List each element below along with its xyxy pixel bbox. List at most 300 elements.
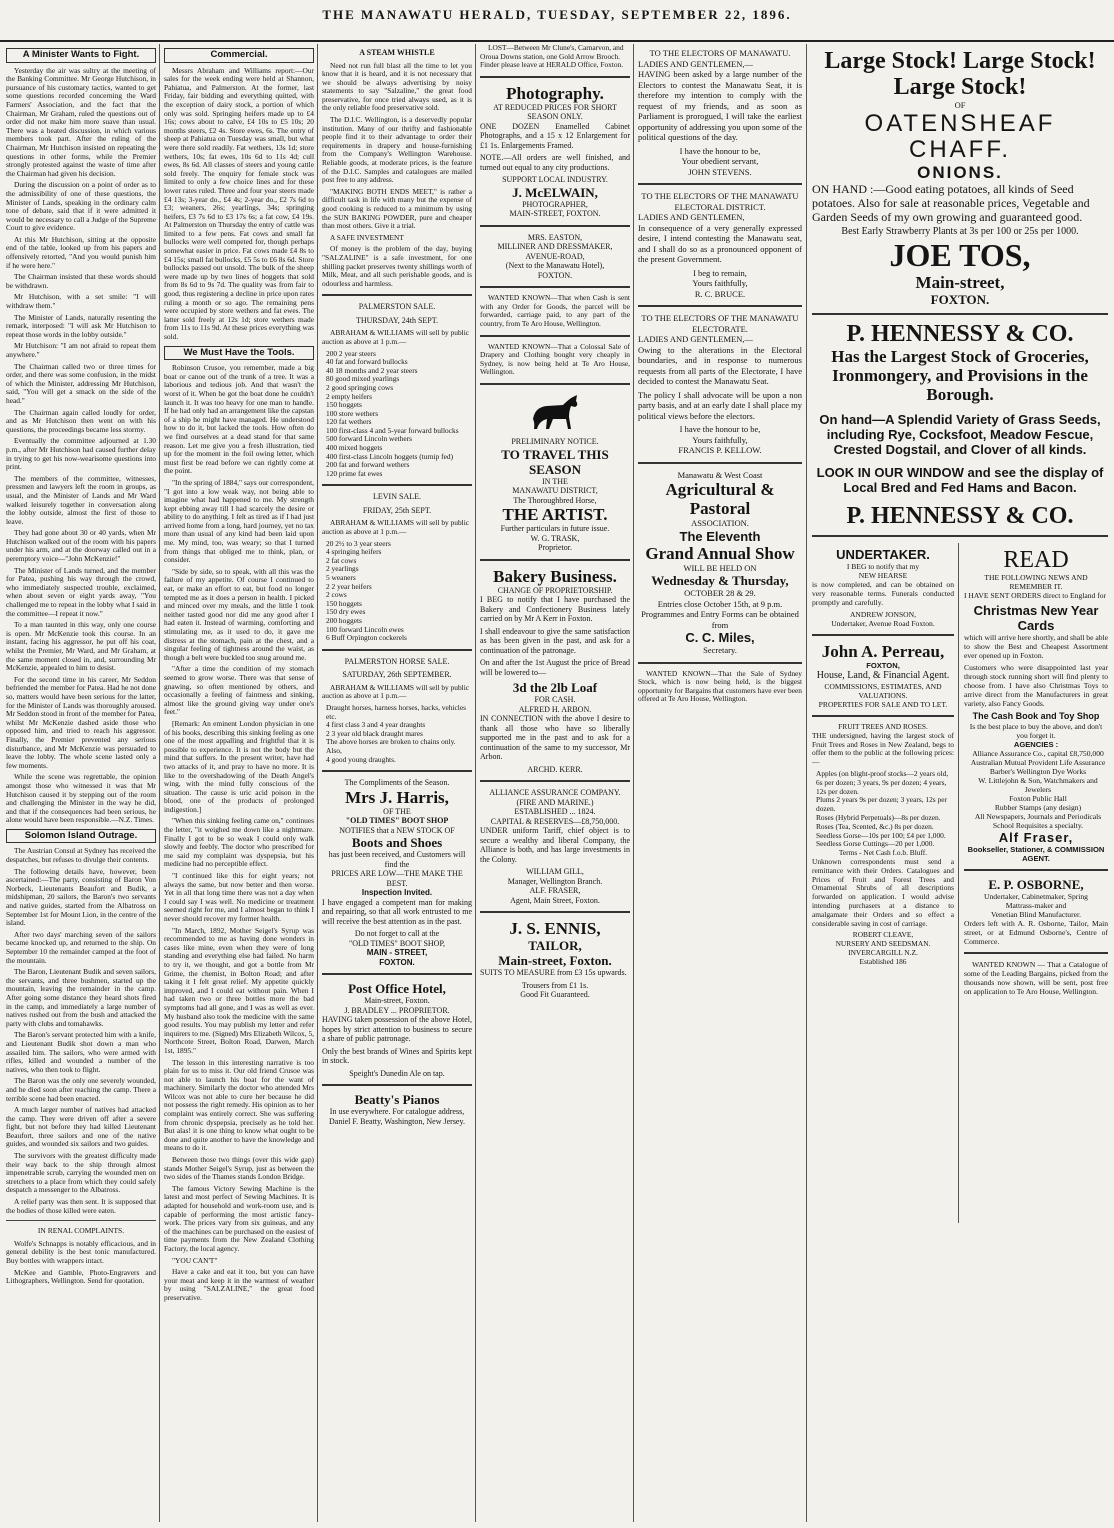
ad-line: PRICES ARE LOW—THE MAKE THE BEST. — [331, 869, 463, 888]
paragraph: The members of the committee, witnesses, pressmen and lawyers left the room in groups, as usual, and the Minister of Lands and Mr Ward walked leisurely together in conversation along the lobby outside, almost the first of those to leave. — [6, 473, 156, 526]
paragraph: The Baron, Lieutenant Budik and seven sailors, the servants, and three bushmen, started up the mountain, leaving the remainder in the camp. After going some distance they heard shots fired in the camp, and immediately a large number of natives rushed out from the bush and attacked the party with clubs and tomahawks. — [6, 967, 156, 1028]
list-item: 150 dry ewes — [326, 607, 366, 617]
list-item: 200 fat and forward wethers — [326, 460, 410, 470]
list-item: Draught horses, harness horses, hacks, vehicles etc. — [326, 702, 466, 721]
list-item: Apples (on blight-proof stocks—2 years old, 6s per dozen; 3 years, 9s per dozen; 4 years, 12s per dozen. — [816, 768, 949, 796]
paragraph: "When this sinking feeling came on," continues the letter, "it weighed me down like a nightmare. Finally I got to be so weak I could only walk slowly and feebly. The doctor who prescribed for me said my complaint was dyspepsia, but his medicine had no perceptible effect. — [164, 816, 314, 869]
ad-line: ALFRED H. ARBON. — [518, 704, 592, 714]
perreau-ad — [812, 642, 954, 709]
list-item: Seedless Gorse Cuttings—20 per 1,000. — [816, 839, 935, 849]
ad-line: Best Early Strawberry Plants at 3s per 100 or 25s per 1000. — [841, 225, 1079, 237]
ad-text: On and after the 1st August the price of Bread will be lowered to— — [480, 658, 630, 677]
ad-line: Large Stock! Large Stock! — [824, 48, 1096, 74]
ad-name: John A. Perreau, — [821, 642, 945, 661]
ad-line: "OLD TIMES" BOOT SHOP — [345, 816, 449, 826]
paragraph: The survivors with the greatest difficulty made their way back to the ship through almost impenetrable scrub, carrying the wounded men on stretchers to a place from which they could safely despatch a messenger to the Albatross. — [6, 1151, 156, 1195]
ad-line: MRS. EASTON, — [527, 232, 583, 242]
list-item: 120 fat wethers — [326, 417, 372, 427]
list-item: School Requisites a specialty. — [992, 821, 1084, 830]
ad-line: WILL BE HELD ON — [683, 562, 757, 573]
list-item: 2 empty heifers — [326, 391, 372, 401]
ad-name: P. HENNESSY & CO. — [846, 321, 1074, 347]
paragraph: During the discussion on a point of order as to the admissibility of one of these questions, the Minister of Lands, speaking in the ordinary calm tone of debate, said that if it were admitted it would be necessary to call a Judge of the Supreme Court to give evidence. — [6, 180, 156, 233]
ad-line: I BEG to notify that my — [846, 562, 920, 571]
ad-line: (Next to the Manawatu Hotel), — [505, 261, 605, 271]
ad-name: Beatty's Pianos — [354, 1092, 440, 1108]
ad-line: J. McELWAIN, — [512, 184, 598, 200]
ad-line: J. BRADLEY ... PROPRIETOR. — [344, 1005, 450, 1015]
list-item: 200 2 year steers — [326, 348, 376, 358]
ad-text: SUITS TO MEASURE from £3 15s upwards. — [480, 968, 627, 978]
right-subcolumn — [964, 543, 1108, 999]
ad-line: AT REDUCED PRICES FOR SHORT SEASON ONLY. — [493, 102, 617, 122]
left-subcolumn — [812, 543, 954, 971]
undertaker-ad — [812, 547, 954, 628]
photography-ad — [480, 84, 630, 219]
sale-date: THURSDAY, 24th SEPT. — [355, 315, 439, 325]
ad-line: The Thoroughbred Horse, — [513, 495, 597, 505]
ad-name: Post Office Hotel, — [348, 981, 446, 997]
ad-line: ONIONS. — [917, 162, 1003, 182]
ad-line: NOTIFIES that a NEW STOCK OF — [339, 825, 455, 835]
list-item: Roses (Tea, Scented, &c.) 8s per dozen. — [816, 821, 934, 831]
list-item: 400 mixed hoggets — [326, 443, 383, 453]
ad-name: Bakery Business. — [493, 566, 617, 586]
paragraph: [Remark: An eminent London physician in one of his books, describing this sinking feeling as one one of the most appalling and frightful that it is possible to experience. It is not the body but the mind that suffers. In the present writer, have had two attacks of it, and pray to have no more. It is like to the overshadowing of the Death Angel's wing, with the mind fully conscious of the situation. The cause is uric acid poison in the blood, one of the products of prolonged indigestion.] — [164, 718, 314, 814]
paragraph: For the second time in his career, Mr Seddon befriended the member for Patea. Had he not done so, matters would have been serious for the latter, for the Minister of Lands was thoroughly aroused. Mr Seddon stood in front of the member for Patea, whilst Mr McKenzie dashed aside those who opposed him, and tried to reach his aggressor. Finally, the Premier prevented any serious disturbance, and Mr McKenzie was persuaded to leave the lobby. The whole scene lasted only a few moments. — [6, 674, 156, 770]
ad-line: Agent, Main Street, Foxton. — [510, 895, 600, 905]
ad-line: Mattrass-maker and — [1005, 901, 1067, 910]
agency-list — [964, 749, 1108, 830]
sale-intro: ABRAHAM & WILLIAMS will sell by public auction as above at 1 p.m.— — [322, 518, 470, 537]
ad-line: Yours faithfully, — [692, 434, 748, 445]
ad-line: 3d the 2lb Loaf — [512, 680, 598, 696]
ad-line: I have the honour to be, — [679, 145, 761, 156]
paragraph: The Baron was the only one severely wounded, and he died soon after reaching the camp. There a terrible scene had been enacted. — [6, 1076, 156, 1103]
article-body — [6, 67, 156, 825]
ad-line: Christmas New Year Cards — [973, 603, 1099, 633]
ad-line: OF — [954, 100, 966, 110]
paragraph: McKee and Gamble, Photo-Engravers and Lithographers, Wellington. Send for quotation. — [6, 1267, 156, 1286]
ad-line: C. C. Miles, — [685, 630, 755, 645]
ad-line: W. G. TRASK, — [530, 533, 580, 543]
column-5 — [638, 44, 802, 1522]
paragraph: Yesterday the air was sultry at the meeting of the Banking Committee. Mr George Hutchison, in pursuance of his customary tactics, wanted to get some questions recorded concerning the Ward Farmers' Association, and the fact that the Chairman, Mr Graham, ruled the questions out of order did not make him more suave than usual. There was a heated discussion, in which various members took part. After the ruling of the Chairman, Mr Hutchison insisted on repeating the questions in other forms, while the Premier strongly protested against the waste of time after the Chairman had given his decision. — [6, 65, 156, 178]
article-body — [322, 62, 472, 289]
show-ad — [638, 470, 802, 656]
column-rule — [633, 44, 634, 1522]
masthead: THE MANAWATU HERALD, TUESDAY, SEPTEMBER 22, 1896. — [0, 0, 1114, 42]
ad-line: (FIRE AND MARINE.) — [516, 797, 594, 807]
ad-line: MILLINER AND DRESSMAKER, — [497, 242, 613, 252]
hennessy-ad — [812, 321, 1108, 529]
ad-line: FOXTON, — [866, 661, 900, 670]
ad-line: Proprietor. — [538, 543, 572, 553]
article-title: A Minister Wants to Fight. — [6, 48, 156, 63]
ad-line: Established 186 — [859, 956, 907, 966]
ad-line: TAILOR, — [528, 938, 582, 954]
ad-text: Owing to the alterations in the Electoral boundaries, and in response to numerous requests from all parts of the Electorate, I have decided to contest the Manawatu Seat. — [638, 344, 802, 386]
ad-line: Speight's Dunedin Ale on tap. — [349, 1068, 445, 1078]
list-item: 150 hoggets — [326, 400, 362, 410]
list-item: 40 fat and forward bullocks — [326, 357, 408, 367]
list-item: Barber's Wellington Dye Works — [989, 767, 1087, 776]
ad-line: Is the best place to buy the above, and don't you forget it. — [969, 722, 1103, 740]
ad-line: Undertaker, Cabinetmaker, Spring — [984, 892, 1088, 901]
paragraph: Messrs Abraham and Williams report:—Our sales for the week ending were held at Shannon, Pahiatua, and Palmerston. At the former, last Friday, fair bidding and everything quitted, with the exception of dairy stock, a portion of which only was sold. Springing heifers made up to £4 16s; cows about to calve, £4 10s to £5 10s; 20 months steers, £2 4s. Store ewes, 6s. The entry of sheep at Pahiatua on Tuesday was small, but what were there sold readily. Fat wethers, 13s 1d; store wethers, 10s; fat ewes, 10s 6d to 11s 4d; cull ewes, 8s 6d. All classes of steers and young cattle sold freely. The enquiry for female stock was limited to only a few choice lines and for these lower rates ruled. Three and four year steers made £4 13s; 3-year do., £4 4s; 2-year do., £2 7s 6d to £3; weaners, 26s; yearlings, 34s; springing heifers, £3 7s 6d to £3 17s 6s; a fat cow, £4 19s. At Palmerston on Thursday the entry of cattle was limited to a few pens. Fat cows and small fat bullocks were well competed for, though perhaps somewhat easier in price. Fat cows made £4 8s to £4 15s; small fat bullocks, £5 5s to £6 8s 6d. Store bullocks passed out unsold. The bulk of the sheep were made up by two lines of hoggets that sold from 8s 6d to 9s 7d. The quality was from fair to good, thus registering a decline in price upon rates ruling a month or so ago. The remaining pens were occupied by store wethers and fat ewes. The latter sold freely at 12s 1d; store wethers made from 11s to 11s 9d. At these prices everything was sold. — [164, 65, 314, 341]
list-item: Roses (Hybrid Perpetuals)—8s per dozen. — [816, 812, 941, 822]
ad-line: IN THE — [542, 476, 568, 486]
paragraph: Eventually the committee adjourned at 1.30 p.m., after Mr Hutchison had caused further delay in trying to get his now-wearisome questions into print. — [6, 436, 156, 472]
ad-line: ANDREW JONSON, — [849, 610, 917, 619]
ad-line: ARCHD. KERR. — [527, 764, 583, 774]
ad-line: In use everywhere. For catalogue address, Daniel F. Beatty, Washington, New Jersey. — [329, 1107, 465, 1126]
paragraph: A relief party was then sent. It is supposed that the bodies of those killed were eaten. — [6, 1197, 156, 1215]
ad-line: Entries close October 15th, at 9 p.m. — [657, 598, 783, 609]
ad-line: On hand—A Splendid Variety of Grass Seeds, including Rye, Cocksfoot, Meadow Fescue, Crested Dogstail, and Clover of all kinds. — [819, 412, 1101, 457]
list-item: 500 forward Lincoln wethers — [326, 434, 412, 444]
list-item: 2 2 year heifers — [326, 581, 372, 591]
ad-line: Good Fit Guaranteed. — [520, 990, 590, 1000]
paragraph: Need not run full blast all the time to let you know that it is heard, and it is not necessary that we should be always advertising by noisy statements to say "Salzaline," the great food preservative, for once tried always used, as it is the only reliable food preservative sold. — [322, 60, 472, 113]
ad-line: Manager, Wellington Branch. — [507, 876, 603, 886]
column-3 — [322, 44, 472, 1522]
list-item: Also, — [326, 745, 342, 755]
ad-text: IN CONNECTION with the above I desire to thank all those who have so liberally supported me in the past and to ask for a continuation of the same to my successor, Mr Arbon. — [480, 714, 630, 762]
ad-text: I HAVE SENT ORDERS direct to England for — [964, 591, 1107, 600]
ad-line: OF THE — [383, 806, 411, 816]
sale-intro: ABRAHAM & WILLIAMS will sell by public auction as above at 1 p.m.— — [322, 328, 470, 346]
ad-line: ASSOCIATION. — [691, 518, 749, 528]
column-4 — [480, 44, 630, 1522]
ad-line: OATENSHEAF CHAFF. — [864, 109, 1056, 163]
ad-text: UNDER uniform Tariff, chief object is to secure a wealthy and liberal Company, the Alliance is both, and has large investments in the Colony. — [480, 826, 630, 864]
ad-name: READ — [1003, 547, 1069, 573]
paragraph: The Minister of Lands turned, and the member for Patea, pushing his way through the crowd, who immediately suspected trouble, exclaimed, when about seven or eight yards away, "You challenged me to repeat in the lobby what I said in the committee—I repeat it now." — [6, 565, 156, 618]
wanted-notice: WANTED KNOWN—That a Colossal Sale of Drapery and Clothing bought very cheaply in Sydney, is now being held at Te Aro House, Wellington. — [480, 341, 630, 377]
column-rule — [475, 44, 476, 1522]
list-item: W. Littlejohn & Son, Watchmakers and Jewelers — [978, 776, 1098, 794]
ennis-ad — [480, 919, 630, 1000]
paragraph: A SAFE INVESTMENT — [330, 232, 404, 242]
ad-text: I have engaged a competent man for making and repairing, so that all work entrusted to me will receive the best attention as in the past. — [322, 897, 472, 926]
list-item: 100 first-class 4 and 5-year forward bullocks — [326, 425, 459, 435]
paragraph: The Baron's servant protected him with a knife, and Lieutenant Budik shot down a man who assailed him. The sailors, who were armed with rifles, killed and wounded a number of the natives, who then took to flight. — [6, 1030, 156, 1074]
list-item: 80 good mixed yearlings — [326, 374, 400, 384]
paragraph: Of money is the problem of the day, buying "SALZALINE" is a safe investment, for one shilling packet preserves twenty shillings worth of Milk, Meat, and all such perishable goods, and is odourless and harmless. — [322, 244, 472, 288]
ad-line: MAIN-STREET, FOXTON. — [509, 209, 601, 219]
ad-text: HAVING been asked by a large number of the Electors to contest the Manawatu Seat, it is therefore my intention to comply with the request of my friends, and as soon as Parliament is prorogued, I will take the earliest opportunity of addressing you upon some of the political questions of the day. — [638, 69, 802, 142]
paragraph: The lesson in this interesting narrative is too plain for us to miss it. Our old friend Crusoe was not able to launch his boat for the want of machinery. Similarly the doctor who attended Mrs Wilcox was not able to cure her because he did not possess the right remedy. His opinion as to her complaint was entirely correct. She was suffering from chronic dyspepsia, precisely as he told her. But alas! it is one thing to know what ought to be done and quite another to have the knowledge and means to do it. — [164, 1057, 314, 1153]
list-item: 2 good springing cows — [326, 382, 394, 392]
ad-line: LADIES AND GENTLEMEN, — [638, 212, 745, 222]
sale-title: PALMERSTON SALE. — [358, 302, 436, 312]
paragraph: Between those two things (over this wide gap) stands Mother Seigel's Syrup, just as between the two sides of the Thames stands London Bridge. — [164, 1155, 314, 1182]
ad-line: CAPITAL & RESERVES—£8,750,000. — [490, 816, 620, 826]
ad-line: The Eleventh — [679, 528, 761, 544]
ad-name: J. S. ENNIS, — [509, 919, 601, 939]
sale-list — [322, 704, 472, 764]
list-item: 2 cows — [326, 590, 347, 600]
ad-name: Grand Annual Show — [645, 543, 795, 563]
ad-name: Agricultural & Pastoral — [665, 480, 775, 518]
ad-text: In consequence of a very generally expressed desire, I intend contesting the Manawatu seat, and I shall do so as a pronounced opponent of the present Government. — [638, 222, 802, 264]
list-item: Alliance Assurance Co., capital £8,750,000 — [972, 749, 1104, 758]
ad-text: Only the best brands of Wines and Spirits kept in stock. — [322, 1046, 472, 1066]
ad-line: Programmes and Entry Forms can be obtained from — [641, 609, 799, 630]
list-item: 6 Buff Orpington cockerels — [326, 633, 407, 643]
ad-name: P. HENNESSY & CO. — [846, 503, 1074, 529]
paragraph: The D.I.C. Wellington, is a deservedly popular institution. Many of our thrifty and fashionable people find it to their advantage to order their requirements in drapery and house-furnishing from the Company's Wellington Warehouse. Reliable goods, at moderate prices, is the feature of the D.I.C. Samples and catalogues are mailed post free to any address. — [322, 115, 472, 185]
sale-intro: ABRAHAM & WILLIAMS will sell by public auction as above at 1 p.m.— — [322, 682, 470, 701]
paragraph: The Austrian Consul at Sydney has received the despatches, but refuses to divulge their contents. — [6, 846, 156, 865]
artist-ad — [480, 437, 630, 553]
ad-text: which will arrive here shortly, and shall be able to show the Best and Cheapest Assortment ever opened up in Foxton. — [964, 633, 1108, 660]
article-body — [6, 1240, 156, 1286]
ad-line: TO TRAVEL THIS SEASON — [501, 446, 609, 477]
chaff-ad — [812, 48, 1108, 307]
ad-line: MAIN - STREET, — [366, 948, 428, 958]
list-item: 2 fat cows — [326, 555, 357, 565]
ad-line: THE FOLLOWING NEWS AND REMEMBER IT. — [984, 573, 1088, 591]
article-title: Solomon Island Outrage. — [6, 829, 156, 844]
ad-text: Unknown correspondents must send a remittance with their Orders. Catalogues and Prices of Fruit and Forest Trees and Ornamental Shrubs of all descriptions forwarded on application. I would advise intending purchasers at a distance to amalgamate their Orders and so effect a considerable saving in cost of carriage. — [812, 856, 954, 928]
paragraph: Mr Hutchison, with a set smile: "I will withdraw them." — [6, 292, 156, 311]
list-item: 20 2½ to 3 year steers — [326, 538, 391, 548]
ad-line: The Compliments of the Season. — [344, 778, 450, 788]
paragraph: "MAKING BOTH ENDS MEET," is rather a difficult task in life with many but the expense of good cooking is reduced to a minimum by using the SUN BAKING POWDER, pure and cheaper than most others. Give it a trial. — [322, 186, 472, 231]
price-list — [812, 770, 954, 849]
list-item: The above horses are broken to chains only. — [326, 737, 456, 747]
ad-line: Undertaker, Avenue Road Foxton. — [831, 619, 935, 628]
list-item: 200 hoggets — [326, 615, 362, 625]
ad-line: NURSERY AND SEEDSMAN. — [835, 939, 931, 949]
article-body — [164, 67, 314, 342]
list-item: Rubber Stamps (any design) — [994, 803, 1082, 812]
electors-notice-stevens — [638, 48, 802, 177]
ad-line: FOR CASH. — [534, 695, 576, 705]
ad-line: FRANCIS P. KELLOW. — [678, 445, 762, 455]
ad-text: I BEG to notify that I have purchased the Bakery and Confectionery Business lately carried on by Mr A Kerr in Foxton. — [480, 595, 630, 624]
ad-line: PRELIMINARY NOTICE. — [511, 437, 599, 447]
ad-line: LADIES AND GENTLEMEN,— — [638, 334, 753, 344]
column-1 — [6, 44, 156, 1522]
bakery-ad — [480, 567, 630, 775]
ad-text: Orders left with A. R. Osborne, Tailor, Main street, or at Edmund Osborne's, Centre of Commerce. — [964, 919, 1108, 946]
sale-list — [322, 350, 472, 479]
ad-line: TO THE ELECTORS OF THE MANAWATU ELECTORAL DISTRICT. — [641, 191, 799, 212]
column-2 — [164, 44, 314, 1522]
paragraph: The famous Victory Sewing Machine is the latest and most perfect of Sewing Machines. It is adapted for household and work-room use, and is capable of performing the most artistic fancy-work. The prices vary from six guineas, and any of the machines can be purchased on the easiest of time payments from the New Zealand Clothing Factory, the local agency. — [164, 1183, 314, 1253]
paragraph: "After a time the condition of my stomach seemed to grow worse. There was that sense of gnawing, so often mentioned by others, and occasionally a feeling of faintness and sinking, almost like the ground giving way under one's feet." — [164, 664, 314, 717]
ad-text: HAVING taken possession of the above Hotel, hopes by strict attention to business to secure a share of public patronage. — [322, 1015, 472, 1044]
osborne-ad — [964, 877, 1108, 946]
wanted-notice: WANTED KNOWN—That the Sale of Sydney Stock, which is now being held, is the biggest opportunity for Bargains that customers have ever been offered at Te Aro House, Wellington. — [638, 668, 802, 704]
paragraph: The following details have, however, been ascertained:—The party, consisting of Baron Von Norbeck, Lieutenants Beaufort and Budik, a midshipman, 20 sailors, the Baron's two servants and native guides, started from the Albatross on September 1st for Mount Lion, in the centre of the island. — [6, 866, 156, 928]
ad-line: "OLD TIMES" BOOT SHOP, — [348, 938, 446, 948]
ad-line: JOHN STEVENS. — [688, 166, 752, 177]
article-body — [6, 847, 156, 1215]
ad-line: Trousers from £1 1s. — [521, 980, 589, 990]
list-item: 400 first-class Lincoln hoggets (turnip fed) — [326, 451, 454, 461]
ad-line: ESTABLISHED ... 1824. — [514, 807, 596, 817]
ad-line: Terms - Net Cash f.o.b. Bluff. — [838, 848, 928, 858]
ad-line: Further particulars in future issue. — [500, 524, 610, 534]
hotel-ad — [322, 981, 472, 1078]
ad-line: SUPPORT LOCAL INDUSTRY. — [502, 175, 608, 185]
list-item: Australian Mutual Provident Life Assurance — [970, 758, 1106, 767]
list-item: All Newspapers, Journals and Periodicals — [974, 812, 1102, 821]
paragraph: "Side by side, so to speak, with all this was the failure of my appetite. Of course I continued to eat, or make an effort to eat, but food no longer tempted me as it does a person in health. I picked and minced over my meals, and the little I took neither tasted good nor did me any good after I had eaten it. Instead of warming, comforting and stimulating me, as it used to do, it gave me distress at the stomach, pain at the chest, and a singular feeling of tightness around the waist, as though a belt were buckled too snug around me. — [164, 566, 314, 662]
list-item: 4 good young draughts. — [326, 754, 396, 764]
ad-line: Venetian Blind Manufacturer. — [990, 910, 1082, 919]
ad-name: E. P. OSBORNE, — [988, 877, 1084, 892]
ad-name: Alf Fraser, — [998, 830, 1074, 845]
ad-line: LOOK IN OUR WINDOW and see the display of Local Bred and Fed Hams and Bacon. — [816, 465, 1104, 495]
list-item: Foxton Public Hall — [1009, 794, 1067, 803]
ad-name: THE ARTIST. — [502, 505, 608, 525]
ad-line: UNDERTAKER. — [836, 547, 930, 562]
ad-line: Manawatu & West Coast — [677, 469, 763, 480]
ad-line: Do not forget to call at the — [354, 929, 440, 939]
paragraph: Wolfe's Schnapps is notably efficacious, and in general debility is the best tonic manufactured. Buy bottles with wrappers intact. — [6, 1238, 156, 1265]
paragraph: The Chairman insisted that these words should be withdrawn. — [6, 272, 156, 290]
ad-line: Main-street, Foxton. — [364, 996, 430, 1006]
ad-line: FOXTON. — [930, 292, 990, 307]
wanted-notice: WANTED KNOWN — That a Catalogue of some of the Leading Bargains, picked from the thousands now shown, will be sent, post free on application to Te Aro House, Wellington. — [964, 960, 1108, 996]
ad-line: FOXTON. — [537, 270, 573, 280]
ad-line: MANAWATU DISTRICT, — [512, 486, 598, 496]
ad-line: FOXTON. — [379, 957, 415, 967]
paragraph: A much larger number of natives had attacked the camp. They were driven off after a severe fight, but not before they had killed Lieutenant Beaufort, three sailors and one of the native guides, and wounded six sailors and two guides. — [6, 1105, 156, 1149]
ad-line: Secretary. — [703, 645, 737, 655]
article-title: A STEAM WHISTLE — [359, 48, 435, 57]
ad-line: FRUIT TREES AND ROSES. — [838, 722, 928, 731]
ad-line: PHOTOGRAPHER, — [522, 199, 588, 209]
list-item: 150 hoggets — [326, 598, 362, 608]
paragraph: "I continued like this for eight years; not always the same, but now better and then worse. Yet in all that long time there was not a day when I could say I was well. No medicine or treatment seemed right for me, and I almost began to think I never should recover my former health. — [164, 871, 314, 923]
ad-line: Has the Largest Stock of Groceries, Ironmongery, and Provisions in the Borough. — [831, 347, 1089, 404]
ad-line: Main-street, — [915, 273, 1005, 292]
ad-text: THE undersigned, having the largest stock of Fruit Trees and Roses in New Zealand, begs to offer them to the public at the following prices:— — [812, 730, 954, 767]
list-item: 40 18 months and 2 year steers — [326, 365, 418, 375]
column-rule — [159, 44, 160, 1522]
ad-line: LADIES AND GENTLEMEN,— — [638, 58, 753, 69]
paragraph: Have a cake and eat it too, but you can have your meat and keep it in the warmest of weather by using "SALZALINE," the great food preservative. — [164, 1267, 314, 1302]
ad-line: Boots and Shoes — [351, 835, 443, 851]
paragraph: After two days' marching seven of the sailors became knocked up, and returned to the ship. On September 10 the remainder camped at the foot of the mountain. — [6, 929, 156, 965]
article-title: Commercial. — [164, 48, 314, 63]
list-item: 100 store wethers — [326, 408, 379, 418]
ad-line: Your obedient servant, — [681, 156, 759, 166]
list-item: 100 forward Lincoln ewes — [326, 624, 404, 634]
ad-line: CHANGE OF PROPRIETORSHIP. — [497, 585, 613, 595]
horse-icon — [525, 391, 585, 433]
ad-line: Bookseller, Stationer, & COMMISSION AGENT. — [967, 845, 1105, 863]
ad-line: R. C. BRUCE. — [694, 288, 746, 299]
article-title: IN RENAL COMPLAINTS. — [37, 1226, 125, 1236]
list-item: Seedless Gorse—10s per 100; £4 per 1,000. — [816, 830, 946, 840]
ad-line: I have the honour to be, — [679, 424, 761, 434]
ad-line: INVERCARGILL N.Z. — [848, 947, 918, 957]
list-item: 120 prime fat ewes — [326, 468, 383, 478]
sale-list — [322, 540, 472, 643]
paragraph: "In March, 1892, Mother Seigel's Syrup was recommended to me as having done wonders in cases like mine, even when they were of long standing and everything else had failed. No harm to try it, we thought, and got a bottle from Mr Grime, the chemist, in Bolton Road; and after taking it I felt great relief. My appetite quickly improved, and I could eat without pain. When I had taken two or three bottles more the bad symptoms had all gone, and I was as well as ever. My husband also took the medicine with the same good results. You may publish my letter and refer inquirers to me. (Signed) Mrs Elizabeth Wilcox, 5, Northcote Street, Bolton Road, Darwen, March 1st, 1895." — [164, 925, 314, 1055]
paragraph: "YOU CAN'T" — [172, 1255, 218, 1265]
paragraph: While the scene was regrettable, the opinion amongst those who witnessed it was that Mr Hutchison caused it by stepping out of the room and challenging the Minister in the way he did, and that if the consequences had been serious, he alone would have been responsible.—N.Z. Times. — [6, 772, 156, 825]
ad-line: WILLIAM GILL, — [526, 867, 584, 877]
paragraph: The Chairman called two or three times for order, and there was some confusion, in the midst of which the Minister, addressing Mr Hutchison, said, "You will get a smack on the side of the head." — [6, 361, 156, 405]
ad-line: Wednesday & Thursday, — [651, 573, 789, 588]
article-body — [164, 364, 314, 1302]
ad-line: OCTOBER 28 & 29. — [684, 588, 756, 598]
ad-line: ALF. FRASER, — [529, 886, 581, 896]
alliance-ad — [480, 788, 630, 905]
ad-line: AVENUE-ROAD, — [525, 251, 585, 261]
paragraph: To a man taunted in this way, only one course is open. Mr McKenzie took this course. In an instant, facing his aggressor, he put off his coat, whilst the Premier, Mr Ward, and Mr Graham, at the same moment closed in, and, surrounding Mr McKenzie, appealed to him to desist. — [6, 620, 156, 673]
column-rule — [806, 44, 807, 1522]
ad-line: Large Stock! — [893, 74, 1027, 100]
ad-line: TO THE ELECTORS OF THE MANAWATU ELECTORATE. — [641, 313, 799, 334]
harris-ad — [322, 778, 472, 967]
ad-text: Customers who were disappointed last year through stock running short will find plenty to choose from. I have also Christmas Toys to arrive direct from the Manufacturers in great variety, also Fancy Goods. — [964, 663, 1108, 708]
ad-line: I beg to remain, — [693, 267, 747, 278]
ad-text: ONE DOZEN Enamelled Cabinet Photographs, and a 15 x 12 Enlargement for £1 1s. Enlargements Framed. — [480, 121, 630, 150]
sale-date: FRIDAY, 25th SEPT. — [362, 505, 432, 515]
column-rule — [317, 44, 318, 1522]
paragraph: The Minister of Lands, naturally resenting the remark, interposed: "I will ask Mr Hutchison to repeat those words in the lobby outside." — [6, 312, 156, 339]
ad-name: JOE TOS, — [889, 237, 1031, 273]
list-item: 4 springing heifers — [326, 547, 382, 557]
ad-line: Inspection Invited. — [361, 888, 433, 898]
paragraph: The Chairman again called loudly for order, and as Mr Hutchison then went on with his questions, the proceedings became less stormy. — [6, 407, 156, 434]
paragraph: Mr Hutchison: "I am not afraid to repeat them anywhere." — [6, 341, 156, 359]
ad-line: Yours faithfully, — [692, 278, 748, 288]
lost-notice: LOST—Between Mr Clune's, Carnarvon, and Oroua Downs station, one Gold Arrow Brooch. Finder please leave at HERALD Office, Foxton. — [480, 44, 624, 70]
ad-name: Mrs J. Harris, — [345, 787, 449, 807]
ad-line: ROBERT CLEAVE, — [852, 930, 914, 940]
electors-notice-bruce — [638, 191, 802, 299]
sale-title: PALMERSTON HORSE SALE. — [344, 656, 450, 666]
wanted-notice: WANTED KNOWN—That when Cash is sent with any Order for Goods, the parcel will be forwarded, carriage paid, to any part of the country, from Te Aro House, Wellington. — [480, 293, 630, 329]
list-item: 2 3 year old black draught mares — [326, 728, 423, 738]
ad-line: Main-street, Foxton. — [498, 953, 612, 969]
paragraph: They had gone about 30 or 40 yards, when Mr Hutchison walked out of the room with his papers under his arm, and at the doorway called out in a peremptory voice—"John McKenzie!" — [6, 528, 156, 564]
ad-text: ON HAND :—Good eating potatoes, all kinds of Seed potatoes. Also for sale at reasonable prices, Vegetable and Garden Seeds of my own growing and guaranteed good. — [812, 181, 1090, 224]
column-6 — [812, 44, 1108, 1522]
paragraph: Robinson Crusoe, you remember, made a big boat or canoe out of the trunk of a tree. It was a laborious and tedious job. And that wasn't the worst of it. When he got the boat done he couldn't launch it. It was too heavy for one man to handle. If he had only had an arrangement like the capstan of a ship he might have managed. He understood how to do it, but lacked the tools. How often do we find ourselves at a dead stand for that same reason. Let me give you a fresh illustration, tied up for the moment in the foil owing letter, which must first be read before we can rightly come at the point. — [164, 363, 314, 476]
list-item: 2 yearlings — [326, 564, 359, 574]
ad-line: PROPERTIES FOR SALE AND TO LET. — [818, 700, 948, 709]
easton-ad — [480, 233, 630, 281]
ad-name: Photography. — [506, 83, 604, 103]
sale-title: LEVIN SALE. — [373, 492, 421, 502]
ad-line: AGENCIES : — [1013, 740, 1059, 749]
article-title: We Must Have the Tools. — [164, 346, 314, 361]
ad-text: I shall endeavour to give the same satisfaction as has been given in the past, and ask for a continuation of the patronage. — [480, 626, 630, 655]
list-item: Plums 2 years 9s per dozen; 3 years, 12s per dozen. — [816, 795, 947, 814]
fruit-trees-ad — [812, 723, 954, 967]
ad-text: The policy I shall advocate will be upon a non party basis, and at an early date I shall place my political views before the electors. — [638, 389, 802, 421]
ad-line: House, Land, & Financial Agent. — [816, 670, 950, 681]
ad-line: NEW HEARSE — [858, 571, 908, 580]
paragraph: "In the spring of 1884," says our correspondent, "I got into a low weak way, not being able to imagine what had happened to me. My strength kept ebbing away till I had scarcely the desire or ability to do anything. I felt as tired as if I had just arrived home from a long, hard journey, yet no tax more than usual of any kind had been laid upon me. My mind, too, was weary; so that I turned from things that obliged me to think, plan, or consider. — [164, 477, 314, 565]
ad-line: COMMISSIONS, ESTIMATES, AND VALUATIONS. — [824, 682, 942, 700]
list-item: 4 first class 3 and 4 year draughts — [326, 720, 426, 730]
read-ad — [964, 547, 1108, 863]
beatty-ad — [322, 1092, 472, 1126]
paragraph: At this Mr Hutchison, sitting at the opposite end of the table, looked up from his papers and offensively retorted, "And you would punish him if he were here." — [6, 234, 156, 270]
